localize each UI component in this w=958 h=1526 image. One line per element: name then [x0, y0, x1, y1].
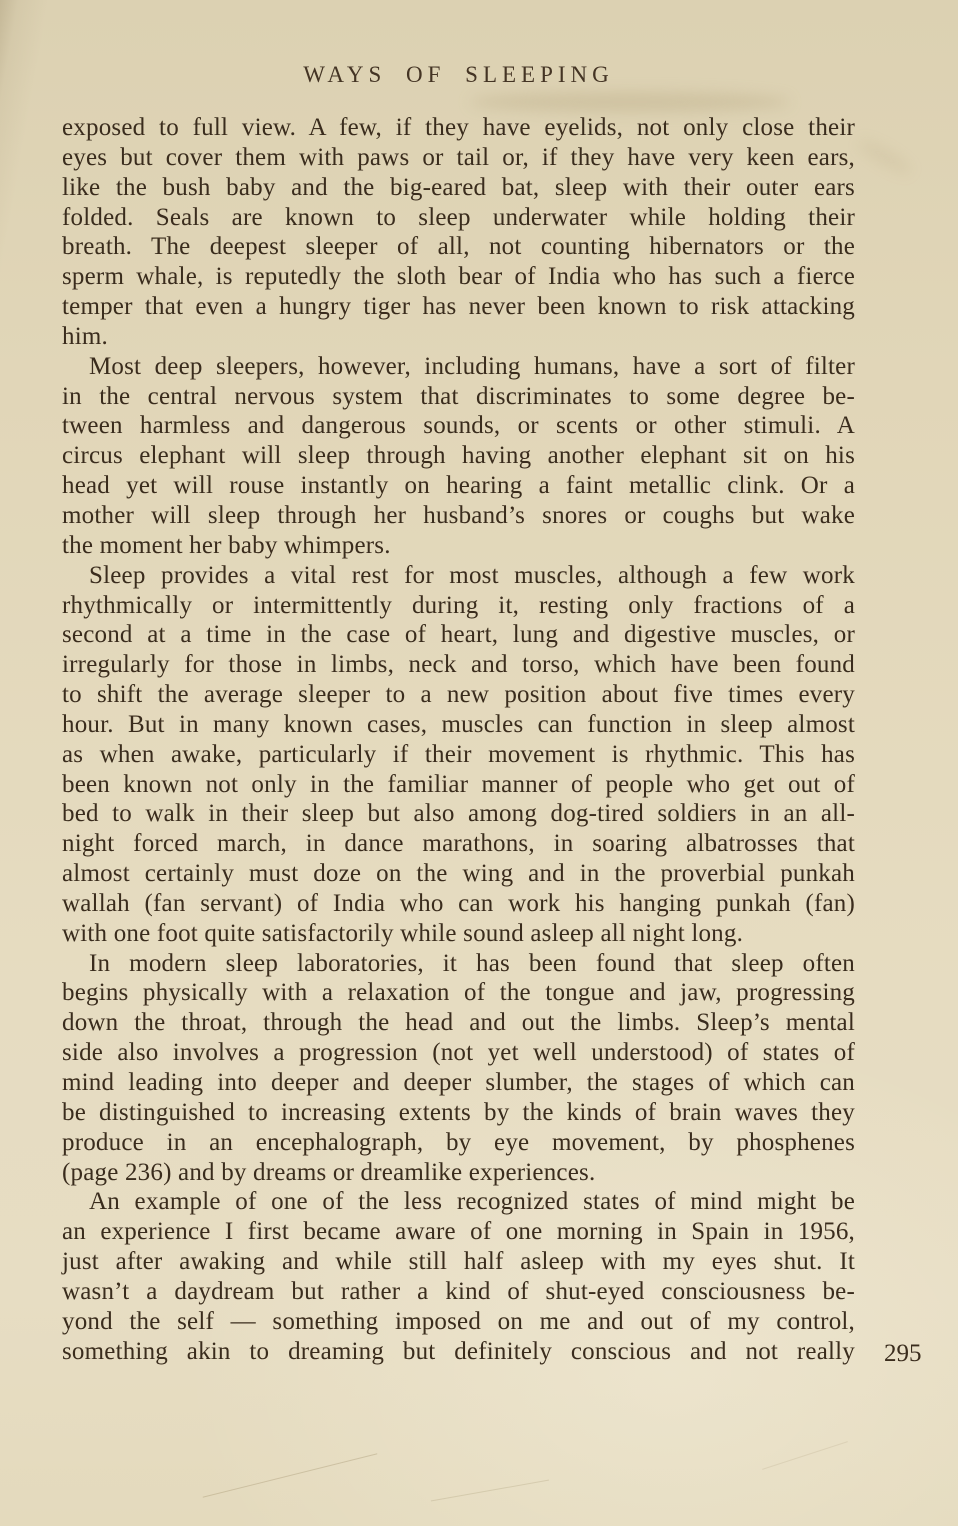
text-line: an experience I first became aware of one morning in Spain in 1956,	[62, 1218, 855, 1246]
text-line: be distinguished to increasing extents by the kinds of brain waves they	[62, 1098, 855, 1126]
paper-scratch	[431, 1480, 549, 1502]
text-line: eyes but cover them with paws or tail or, if they have very keen ears,	[62, 143, 855, 171]
text-line: sperm whale, is reputedly the sloth bear of India who has such a fierce	[62, 263, 855, 291]
text-line: side also involves a progression (not yet well understood) of states of	[62, 1039, 855, 1067]
text-line: (page 236) and by dreams or dreamlike experiences.	[62, 1158, 596, 1186]
paragraph	[62, 949, 855, 1188]
text-line: with one foot quite satisfactorily while sound asleep all night long.	[62, 919, 744, 947]
text-line: rhythmically or intermittently during it, resting only fractions of a	[62, 591, 855, 619]
text-line: bed to walk in their sleep but also among dog-tired soldiers in an all-	[62, 800, 855, 828]
text-line: like the bush baby and the big-eared bat, sleep with their outer ears	[62, 173, 855, 201]
text-line: been known not only in the familiar manner of people who get out of	[62, 770, 855, 798]
text-line: mind leading into deeper and deeper slumber, the stages of which can	[62, 1069, 855, 1096]
text-line: Most deep sleepers, however, including humans, have a sort of filter	[89, 352, 855, 380]
text-line: folded. Seals are known to sleep underwater while holding their	[62, 203, 855, 231]
text-line: irregularly for those in limbs, neck and torso, which have been found	[62, 651, 855, 679]
paragraph	[62, 113, 855, 352]
text-line: Sleep provides a vital rest for most muscles, although a few work	[89, 561, 855, 589]
paper-smudge	[470, 92, 790, 112]
text-line: produce in an encephalograph, by eye movement, by phosphenes	[62, 1128, 855, 1156]
text-line: down the throat, through the head and out the limbs. Sleep’s mental	[62, 1009, 855, 1037]
text-line: breath. The deepest sleeper of all, not counting hibernators or the	[62, 233, 855, 261]
page-number: 295	[884, 1340, 922, 1367]
text-line: just after awaking and while still half asleep with my eyes shut. It	[62, 1248, 855, 1276]
text-line: begins physically with a relaxation of the tongue and jaw, progressing	[62, 979, 855, 1007]
text-line: An example of one of the less recognized states of mind might be	[89, 1188, 855, 1216]
text-line: hour. But in many known cases, muscles can function in sleep almost	[62, 710, 855, 738]
text-line: mother will sleep through her husband’s snores or coughs but wake	[62, 501, 855, 529]
text-line: in the central nervous system that discriminates to some degree be-	[62, 382, 855, 410]
text-line: second at a time in the case of heart, lung and digestive muscles, or	[62, 621, 855, 649]
text-line: head yet will rouse instantly on hearing a faint metallic clink. Or a	[62, 472, 855, 500]
text-line: circus elephant will sleep through having another elephant sit on his	[62, 442, 855, 470]
paragraph	[62, 352, 855, 561]
paragraph	[62, 1187, 855, 1366]
text-line: tween harmless and dangerous sounds, or scents or other stimuli. A	[62, 412, 855, 440]
paper-smudge	[856, 136, 915, 178]
text-line: yond the self — something imposed on me and out of my control,	[62, 1307, 855, 1335]
text-line: In modern sleep laboratories, it has been found that sleep often	[89, 949, 855, 977]
text-line: wallah (fan servant) of India who can work his hanging punkah (fan)	[62, 889, 855, 917]
paper-scratch	[203, 1453, 378, 1498]
text-line: to shift the average sleeper to a new position about five times every	[62, 681, 855, 709]
text-line: almost certainly must doze on the wing and in the proverbial punkah	[62, 860, 855, 888]
paper-scratch	[762, 1441, 848, 1470]
text-line: as when awake, particularly if their movement is rhythmic. This has	[62, 740, 855, 768]
text-line: exposed to full view. A few, if they have eyelids, not only close their	[62, 114, 855, 141]
body-text	[62, 113, 855, 1366]
text-line: him.	[62, 322, 108, 350]
text-line: wasn’t a daydream but rather a kind of shut-eyed consciousness be-	[62, 1277, 855, 1305]
text-line: something akin to dreaming but definitely conscious and not really	[62, 1337, 855, 1365]
text-line: temper that even a hungry tiger has never been known to risk attacking	[62, 293, 855, 321]
running-head: WAYS OF SLEEPING	[303, 62, 614, 87]
text-line: the moment her baby whimpers.	[62, 531, 391, 559]
text-line: night forced march, in dance marathons, in soaring albatrosses that	[62, 830, 855, 858]
paragraph	[62, 561, 855, 949]
